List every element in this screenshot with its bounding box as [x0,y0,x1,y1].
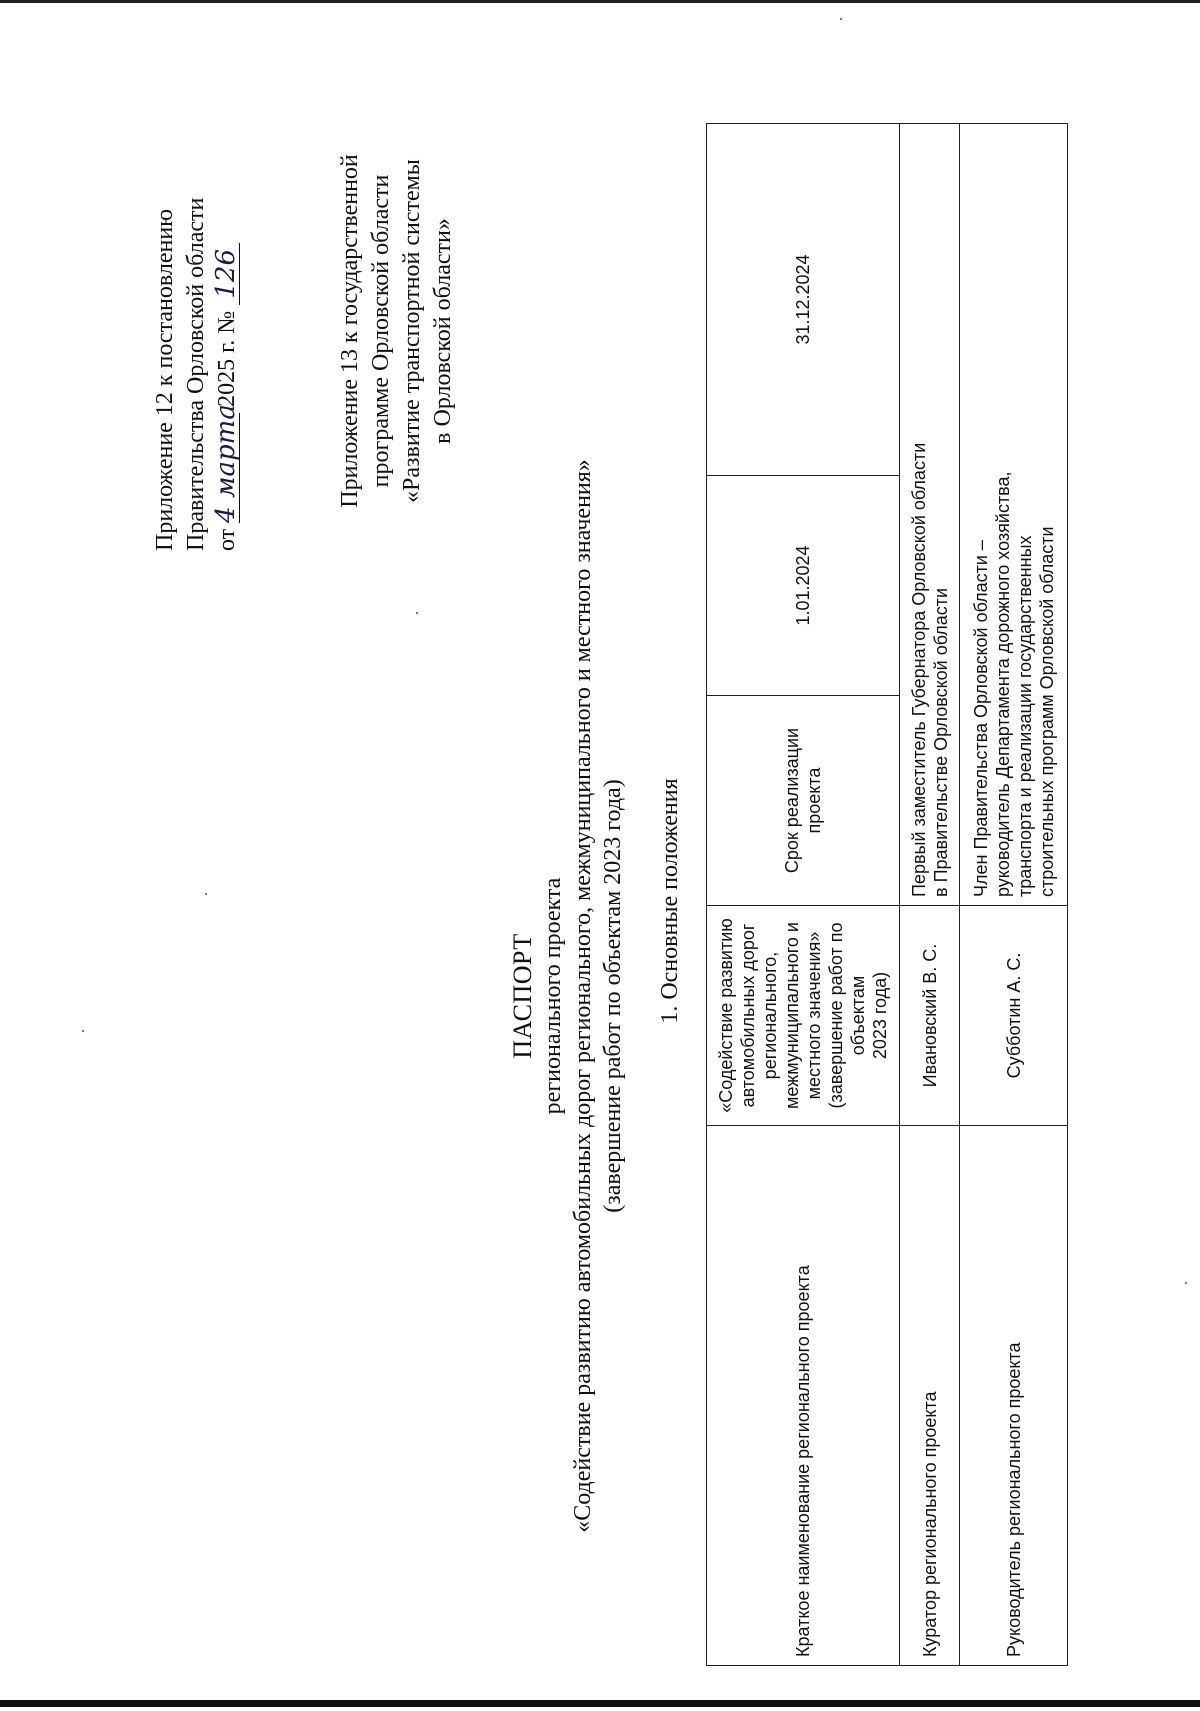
row1-value-line: регионального, [760,951,780,1080]
title-line-4: (завершение работ по объектам 2023 года) [600,779,626,1213]
leader-position-line: строительных программ Орловской области [1036,526,1057,897]
row1-value-line: 2023 года) [870,971,890,1060]
row1-value-line: межмуниципального и [782,922,802,1109]
row1-value-line: «Содействие развитию [716,918,736,1113]
appendix-line-2: Правительства Орловской области [183,197,209,551]
appendix2-line-4: в Орловской области» [430,218,456,444]
leader-position [960,124,1068,906]
row3-label: Руководитель регионального проекта [960,1126,1068,1666]
row1-value [707,906,900,1126]
end-date: 31.12.2024 [707,124,900,476]
handwritten-date: 4 марта [211,404,241,523]
passport-table [706,123,1068,1666]
appendix2-line-2: программе Орловской области [368,174,394,488]
section-title: 1. Основные положения [657,778,683,1024]
table-row [707,124,900,1666]
curator-name: Ивановский В. С. [900,906,960,1126]
row1-value-line: (завершение работ по объектам [826,922,868,1109]
appendix-12-block [150,111,243,551]
title-heading: ПАСПОРТ [508,933,537,1059]
leader-position-line: Член Правительства Орловской области – [970,540,991,897]
table-row [900,124,960,1666]
leader-position-line: транспорта и реализации государственных [1014,535,1035,897]
leader-name: Субботин А. С. [960,906,1068,1126]
start-date: 1.01.2024 [707,476,900,696]
curator-position-line: Первый заместитель Губернатора Орловской области [908,442,929,897]
appendix2-line-3: «Развитие транспортной системы [399,159,425,503]
row2-label: Куратор регионального проекта [900,1126,960,1666]
year-text: 2025 г. № [214,310,240,407]
appendix-date-line [212,111,243,551]
document-title [508,281,628,1711]
row1-value-line: автомобильных дорог [738,923,758,1108]
curator-position [900,124,960,906]
leader-position-line: руководитель Департамента дорожного хозяйства, [992,471,1013,897]
term-label-line: Срок реализации [782,727,802,874]
handwritten-number: 126 [213,243,240,305]
title-line-3: «Содействие развитию автомобильных дорог регионального, межмуниципального и местного значения» [570,459,596,1533]
row1-label: Краткое наименование регионального проекта [707,1126,900,1666]
term-label [707,696,900,906]
row1-value-line: местного значения» [804,931,824,1100]
date-prefix: от [214,528,240,551]
title-line-2: регионального проекта [540,877,566,1115]
appendix2-line-1: Приложение 13 к государственной [337,154,363,508]
table-row [960,124,1068,1666]
term-label-line: проекта [804,767,824,834]
appendix-13-block [335,51,459,611]
curator-position-line: в Правительстве Орловской области [930,587,951,897]
appendix-line-1: Приложение 12 к постановлению [152,208,178,551]
